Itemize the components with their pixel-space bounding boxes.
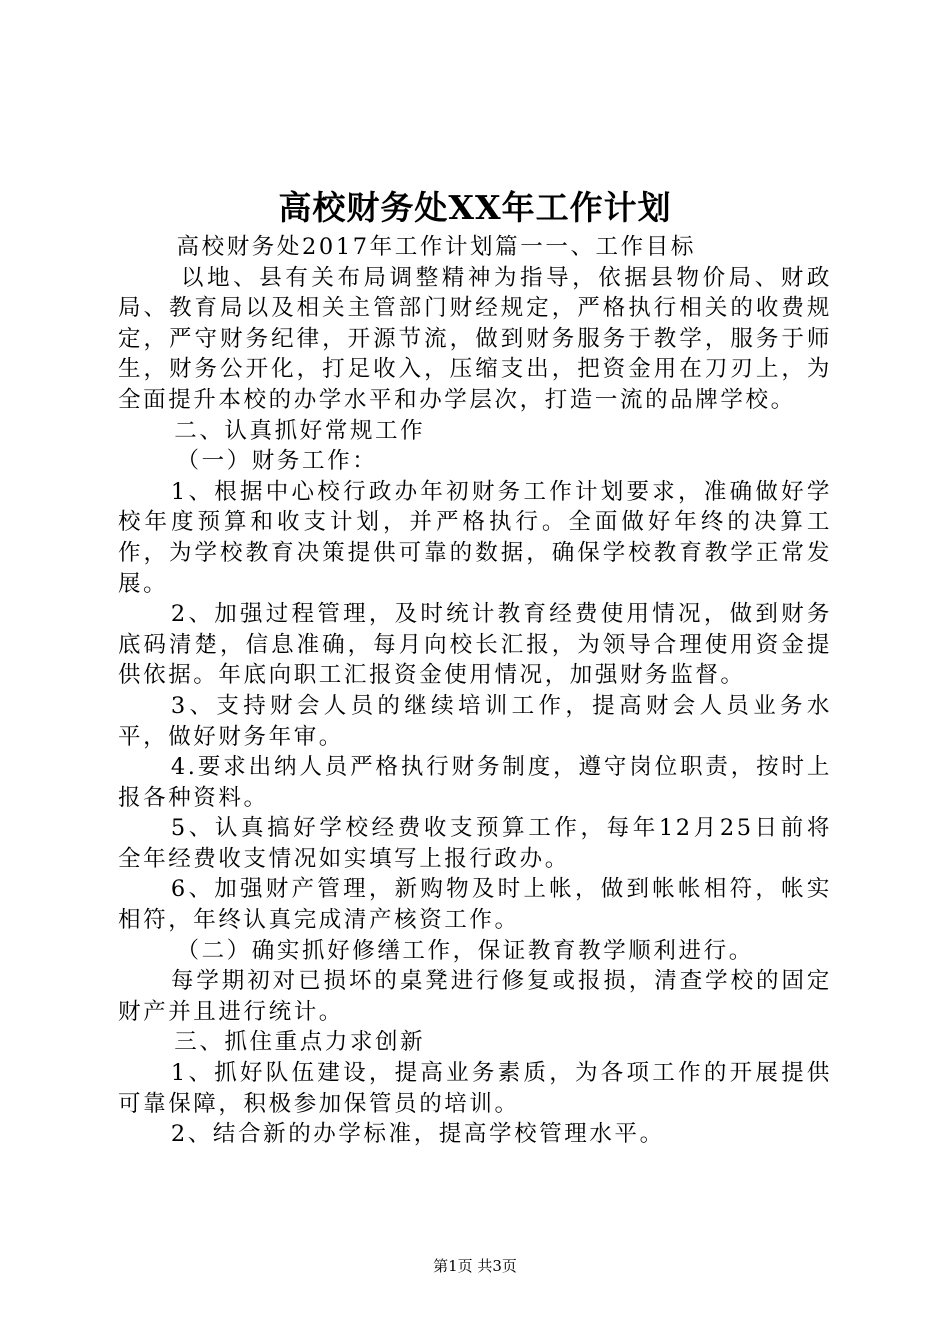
- document-title: 高校财务处XX年工作计划: [278, 188, 672, 227]
- list-item: 2、结合新的办学标准，提高学校管理水平。: [170, 1121, 665, 1148]
- list-item: 1、抓好队伍建设，提高业务素质，为各项工作的开展提供可靠保障，积极参加保管员的培训。: [118, 1060, 832, 1117]
- paragraph-repairs: 每学期初对已损坏的桌凳进行修复或报损，清查学校的固定财产并且进行统计。: [118, 968, 832, 1025]
- list-item: 1、根据中心校行政办年初财务工作计划要求，准确做好学校年度预算和收支计划，并严格执行。全面做好年终的决算工作，为学校教育决策提供可靠的数据，确保学校教育教学正常发展。: [118, 478, 832, 597]
- section-heading-routine-work: 二、认真抓好常规工作: [174, 417, 426, 444]
- subsection-heading-repairs: （二）确实抓好修缮工作，保证教育教学顺利进行。: [176, 937, 754, 964]
- list-item: 4.要求出纳人员严格执行财务制度，遵守岗位职责，按时上报各种资料。: [118, 754, 832, 811]
- paragraph-goal: 以地、县有关布局调整精神为指导，依据县物价局、财政局、教育局以及相关主管部门财经规定，严格执行相关的收费规定，严守财务纪律，开源节流，做到财务服务于教学，服务于师生，财务公开化，打足收入，压缩支出，把资金用在刀刃上，为全面提升本校的办学水平和办学层次，打造一流的品牌学校。: [118, 264, 832, 413]
- list-item: 6、加强财产管理，新购物及时上帐，做到帐帐相符，帐实相符，年终认真完成清产核资工作。: [118, 876, 832, 934]
- document-body: [118, 232, 832, 1150]
- subsection-heading-finance: （一）财务工作：: [176, 448, 378, 475]
- list-item: 2、加强过程管理，及时统计教育经费使用情况，做到财务底码清楚，信息准确，每月向校长汇报，为领导合理使用资金提供依据。年底向职工汇报资金使用情况，加强财务监督。: [118, 601, 832, 689]
- section-heading-innovation: 三、抓住重点力求创新: [174, 1029, 426, 1056]
- list-item: 3、支持财会人员的继续培训工作，提高财会人员业务水平，做好财务年审。: [118, 692, 832, 750]
- paragraph-intro: 高校财务处2017年工作计划篇一一、工作目标: [176, 234, 696, 260]
- list-item: 5、认真搞好学校经费收支预算工作，每年12月25日前将全年经费收支情况如实填写上报行政办。: [118, 815, 832, 872]
- page-number-footer: 第1页 共3页: [433, 1257, 517, 1275]
